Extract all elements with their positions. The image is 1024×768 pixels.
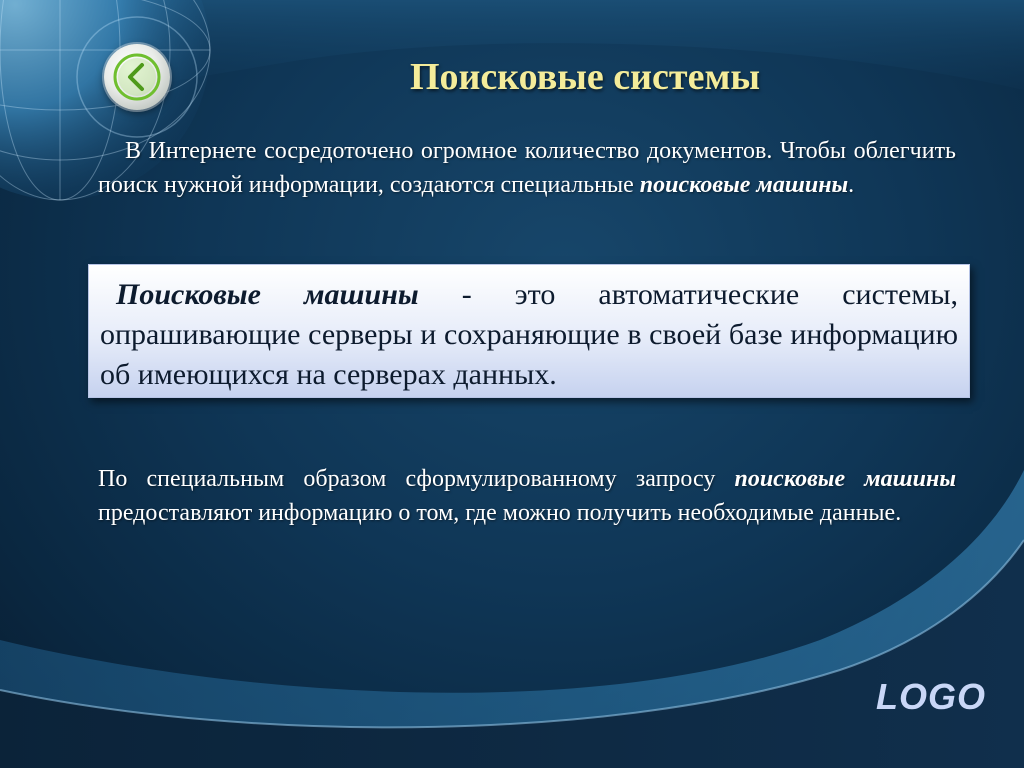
back-button[interactable] <box>104 44 170 110</box>
query-paragraph <box>98 462 956 530</box>
query-emphasis: поисковые машины <box>734 466 956 492</box>
definition-term: Поисковые машины <box>116 278 419 311</box>
page-title: Поисковые системы <box>409 56 761 98</box>
intro-emphasis: поисковые машины <box>639 172 849 198</box>
logo: LOGO <box>876 676 986 717</box>
chevron-left-icon <box>104 44 170 110</box>
definition-paragraph <box>100 275 958 395</box>
intro-text: В Интернете сосредоточено огромное количество документов. Чтобы облегчить поиск нужной информации, создаются специальные <box>98 138 956 198</box>
definition-text: - это автоматические системы, опрашивающие серверы и сохраняющие в своей базе информацию об имеющихся на серверах данных. <box>100 278 958 391</box>
definition-box <box>88 264 970 398</box>
query-tail: предоставляют информацию о том, где можно получить необходимые данные. <box>98 500 902 526</box>
intro-tail: . <box>848 172 855 198</box>
query-text: По специальным образом сформулированному запросу <box>98 466 735 492</box>
intro-paragraph <box>98 134 956 202</box>
